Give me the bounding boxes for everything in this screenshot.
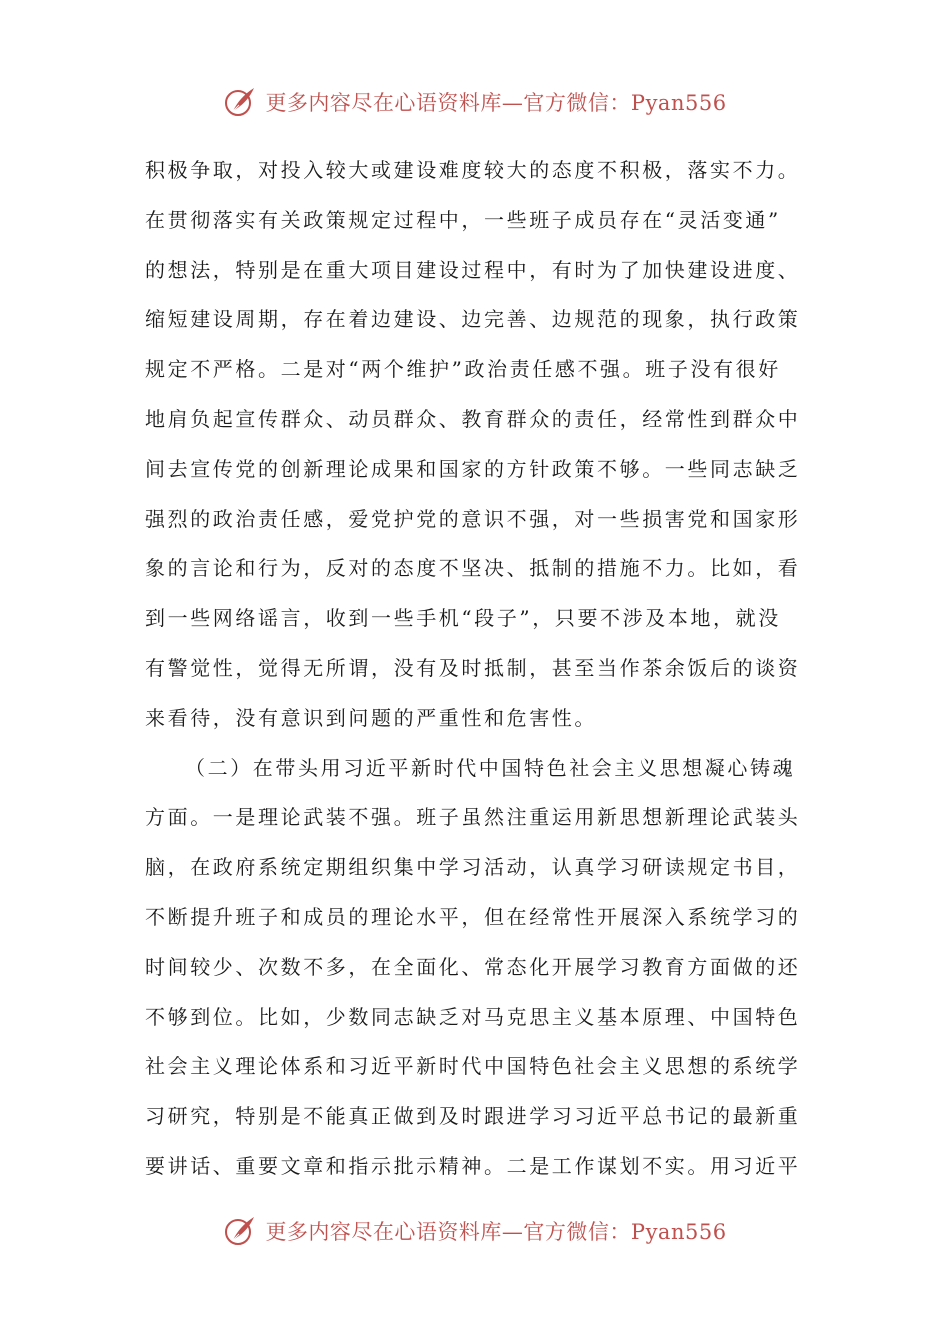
text-line: 时间较少、次数不多，在全面化、常态化开展学习教育方面做的还 (145, 954, 801, 979)
text-line: 不断提升班子和成员的理论水平，但在经常性开展深入系统学习的 (145, 904, 801, 929)
text-line: 到一些网络谣言，收到一些手机“段子”，只要不涉及本地，就没 (145, 606, 781, 631)
text-line: 习研究，特别是不能真正做到及时跟进学习习近平总书记的最新重 (145, 1104, 801, 1129)
text-line: 有警觉性，觉得无所谓，没有及时抵制，甚至当作茶余饭后的谈资 (145, 655, 801, 680)
text-line: 间去宣传党的创新理论成果和国家的方针政策不够。一些同志缺乏 (145, 456, 801, 481)
section-heading-line: （二）在带头用习近平新时代中国特色社会主义思想凝心铸魂 (185, 755, 796, 780)
text-line: 社会主义理论体系和习近平新时代中国特色社会主义思想的系统学 (145, 1054, 801, 1079)
text-line: 规定不严格。二是对“两个维护”政治责任感不强。班子没有很好 (145, 357, 781, 382)
feather-pen-logo-icon (223, 85, 257, 119)
header-banner-text: 更多内容尽在心语资料库—官方微信：Pyan556 (265, 91, 727, 115)
header-banner (0, 82, 950, 122)
text-line: 积极争取，对投入较大或建设难度较大的态度不积极，落实不力。 (145, 158, 801, 182)
text-line: 强烈的政治责任感，爱党护党的意识不强，对一些损害党和国家形 (145, 506, 801, 531)
text-line: 缩短建设周期，存在着边建设、边完善、边规范的现象，执行政策 (145, 307, 801, 332)
document-body (145, 146, 810, 1192)
footer-banner-text: 更多内容尽在心语资料库—官方微信：Pyan556 (265, 1220, 727, 1244)
footer-banner (0, 1211, 950, 1251)
feather-pen-logo-icon (223, 1214, 257, 1248)
text-line: 脑，在政府系统定期组织集中学习活动，认真学习研读规定书目， (145, 855, 801, 880)
text-line: 的想法，特别是在重大项目建设过程中，有时为了加快建设进度、 (145, 257, 801, 282)
text-line: 不够到位。比如，少数同志缺乏对马克思主义基本原理、中国特色 (145, 1004, 801, 1029)
text-line: 在贯彻落实有关政策规定过程中，一些班子成员存在“灵活变通” (145, 207, 781, 232)
text-line: 象的言论和行为，反对的态度不坚决、抵制的措施不力。比如，看 (145, 556, 801, 581)
text-line: 方面。一是理论武装不强。班子虽然注重运用新思想新理论武装头 (145, 805, 801, 830)
text-line: 地肩负起宣传群众、动员群众、教育群众的责任，经常性到群众中 (145, 406, 801, 431)
text-line: 来看待，没有意识到问题的严重性和危害性。 (145, 705, 597, 730)
text-line: 要讲话、重要文章和指示批示精神。二是工作谋划不实。用习近平 (145, 1153, 801, 1178)
